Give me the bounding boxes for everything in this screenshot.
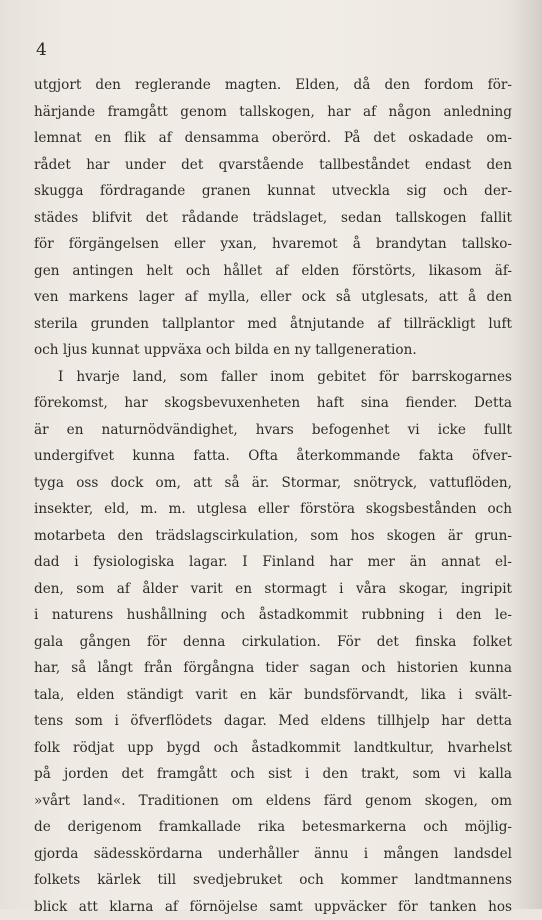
- text-line: »vårt land«. Traditionen om eldens färd genom skogen, om: [34, 788, 512, 815]
- text-line: undergifvet kunna fatta. Ofta återkommande fakta öfver-: [34, 443, 512, 470]
- text-line: utgjort den reglerande magten. Elden, då den fordom för-: [34, 72, 512, 99]
- text-line: gen antingen helt och hållet af elden förstörts, likasom äf-: [34, 258, 512, 285]
- text-line: tyga oss dock om, att så är. Stormar, snötryck, vattuflöden,: [34, 470, 512, 497]
- page-edge-shadow: [512, 0, 542, 909]
- text-line: folkets kärlek till svedjebruket och kommer landtmannens: [34, 867, 512, 894]
- text-line: den, som af ålder varit en stormagt i våra skogar, ingripit: [34, 576, 512, 603]
- text-line: härjande framgått genom tallskogen, har af någon anledning: [34, 99, 512, 126]
- text-line: tala, elden ständigt varit en kär bundsförvandt, lika i svält-: [34, 682, 512, 709]
- text-line: på jorden det framgått och sist i den trakt, som vi kalla: [34, 761, 512, 788]
- text-line: blick att klarna af förnöjelse samt uppväcker för tanken hos: [34, 894, 512, 920]
- text-line: folk rödjat upp bygd och åstadkommit landtkultur, hvarhelst: [34, 735, 512, 762]
- text-line: förekomst, har skogsbevuxenheten haft sina fiender. Detta: [34, 390, 512, 417]
- text-line: i naturens hushållning och åstadkommit rubbning i den le-: [34, 602, 512, 629]
- paragraph-end-line: och ljus kunnat uppväxa och bilda en ny tallgeneration.: [34, 337, 512, 364]
- body-text: [34, 72, 512, 920]
- text-line: motarbeta den trädslagscirkulation, som hos skogen är grun-: [34, 523, 512, 550]
- text-line: insekter, eld, m. m. utglesa eller förstöra skogsbestånden och: [34, 496, 512, 523]
- text-line: ven markens lager af mylla, eller ock så utglesats, att å den: [34, 284, 512, 311]
- text-line: dad i fysiologiska lagar. I Finland har mer än annat el-: [34, 549, 512, 576]
- text-line: tens som i öfverflödets dagar. Med eldens tillhjelp har detta: [34, 708, 512, 735]
- page-number: 4: [36, 40, 47, 60]
- text-line: gjorda sädesskördarna underhåller ännu i mången landsdel: [34, 841, 512, 868]
- text-line: sterila grunden tallplantor med åtnjutande af tillräckligt luft: [34, 311, 512, 338]
- text-line: skugga fördragande granen kunnat utveckla sig och der-: [34, 178, 512, 205]
- text-line: lemnat en flik af densamma oberörd. På det oskadade om-: [34, 125, 512, 152]
- paragraph-start-line: I hvarje land, som faller inom gebitet för barrskogarnes: [34, 364, 512, 391]
- text-line: är en naturnödvändighet, hvars befogenhet vi icke fullt: [34, 417, 512, 444]
- text-line: de derigenom framkallade rika betesmarkerna och möjlig-: [34, 814, 512, 841]
- text-line: för förgängelsen eller yxan, hvaremot å brandytan tallsko-: [34, 231, 512, 258]
- text-line: gala gången för denna cirkulation. För det finska folket: [34, 629, 512, 656]
- text-line: städes blifvit det rådande trädslaget, sedan tallskogen fallit: [34, 205, 512, 232]
- text-line: har, så långt från förgångna tider sagan och historien kunna: [34, 655, 512, 682]
- text-line: rådet har under det qvarstående tallbeståndet endast den: [34, 152, 512, 179]
